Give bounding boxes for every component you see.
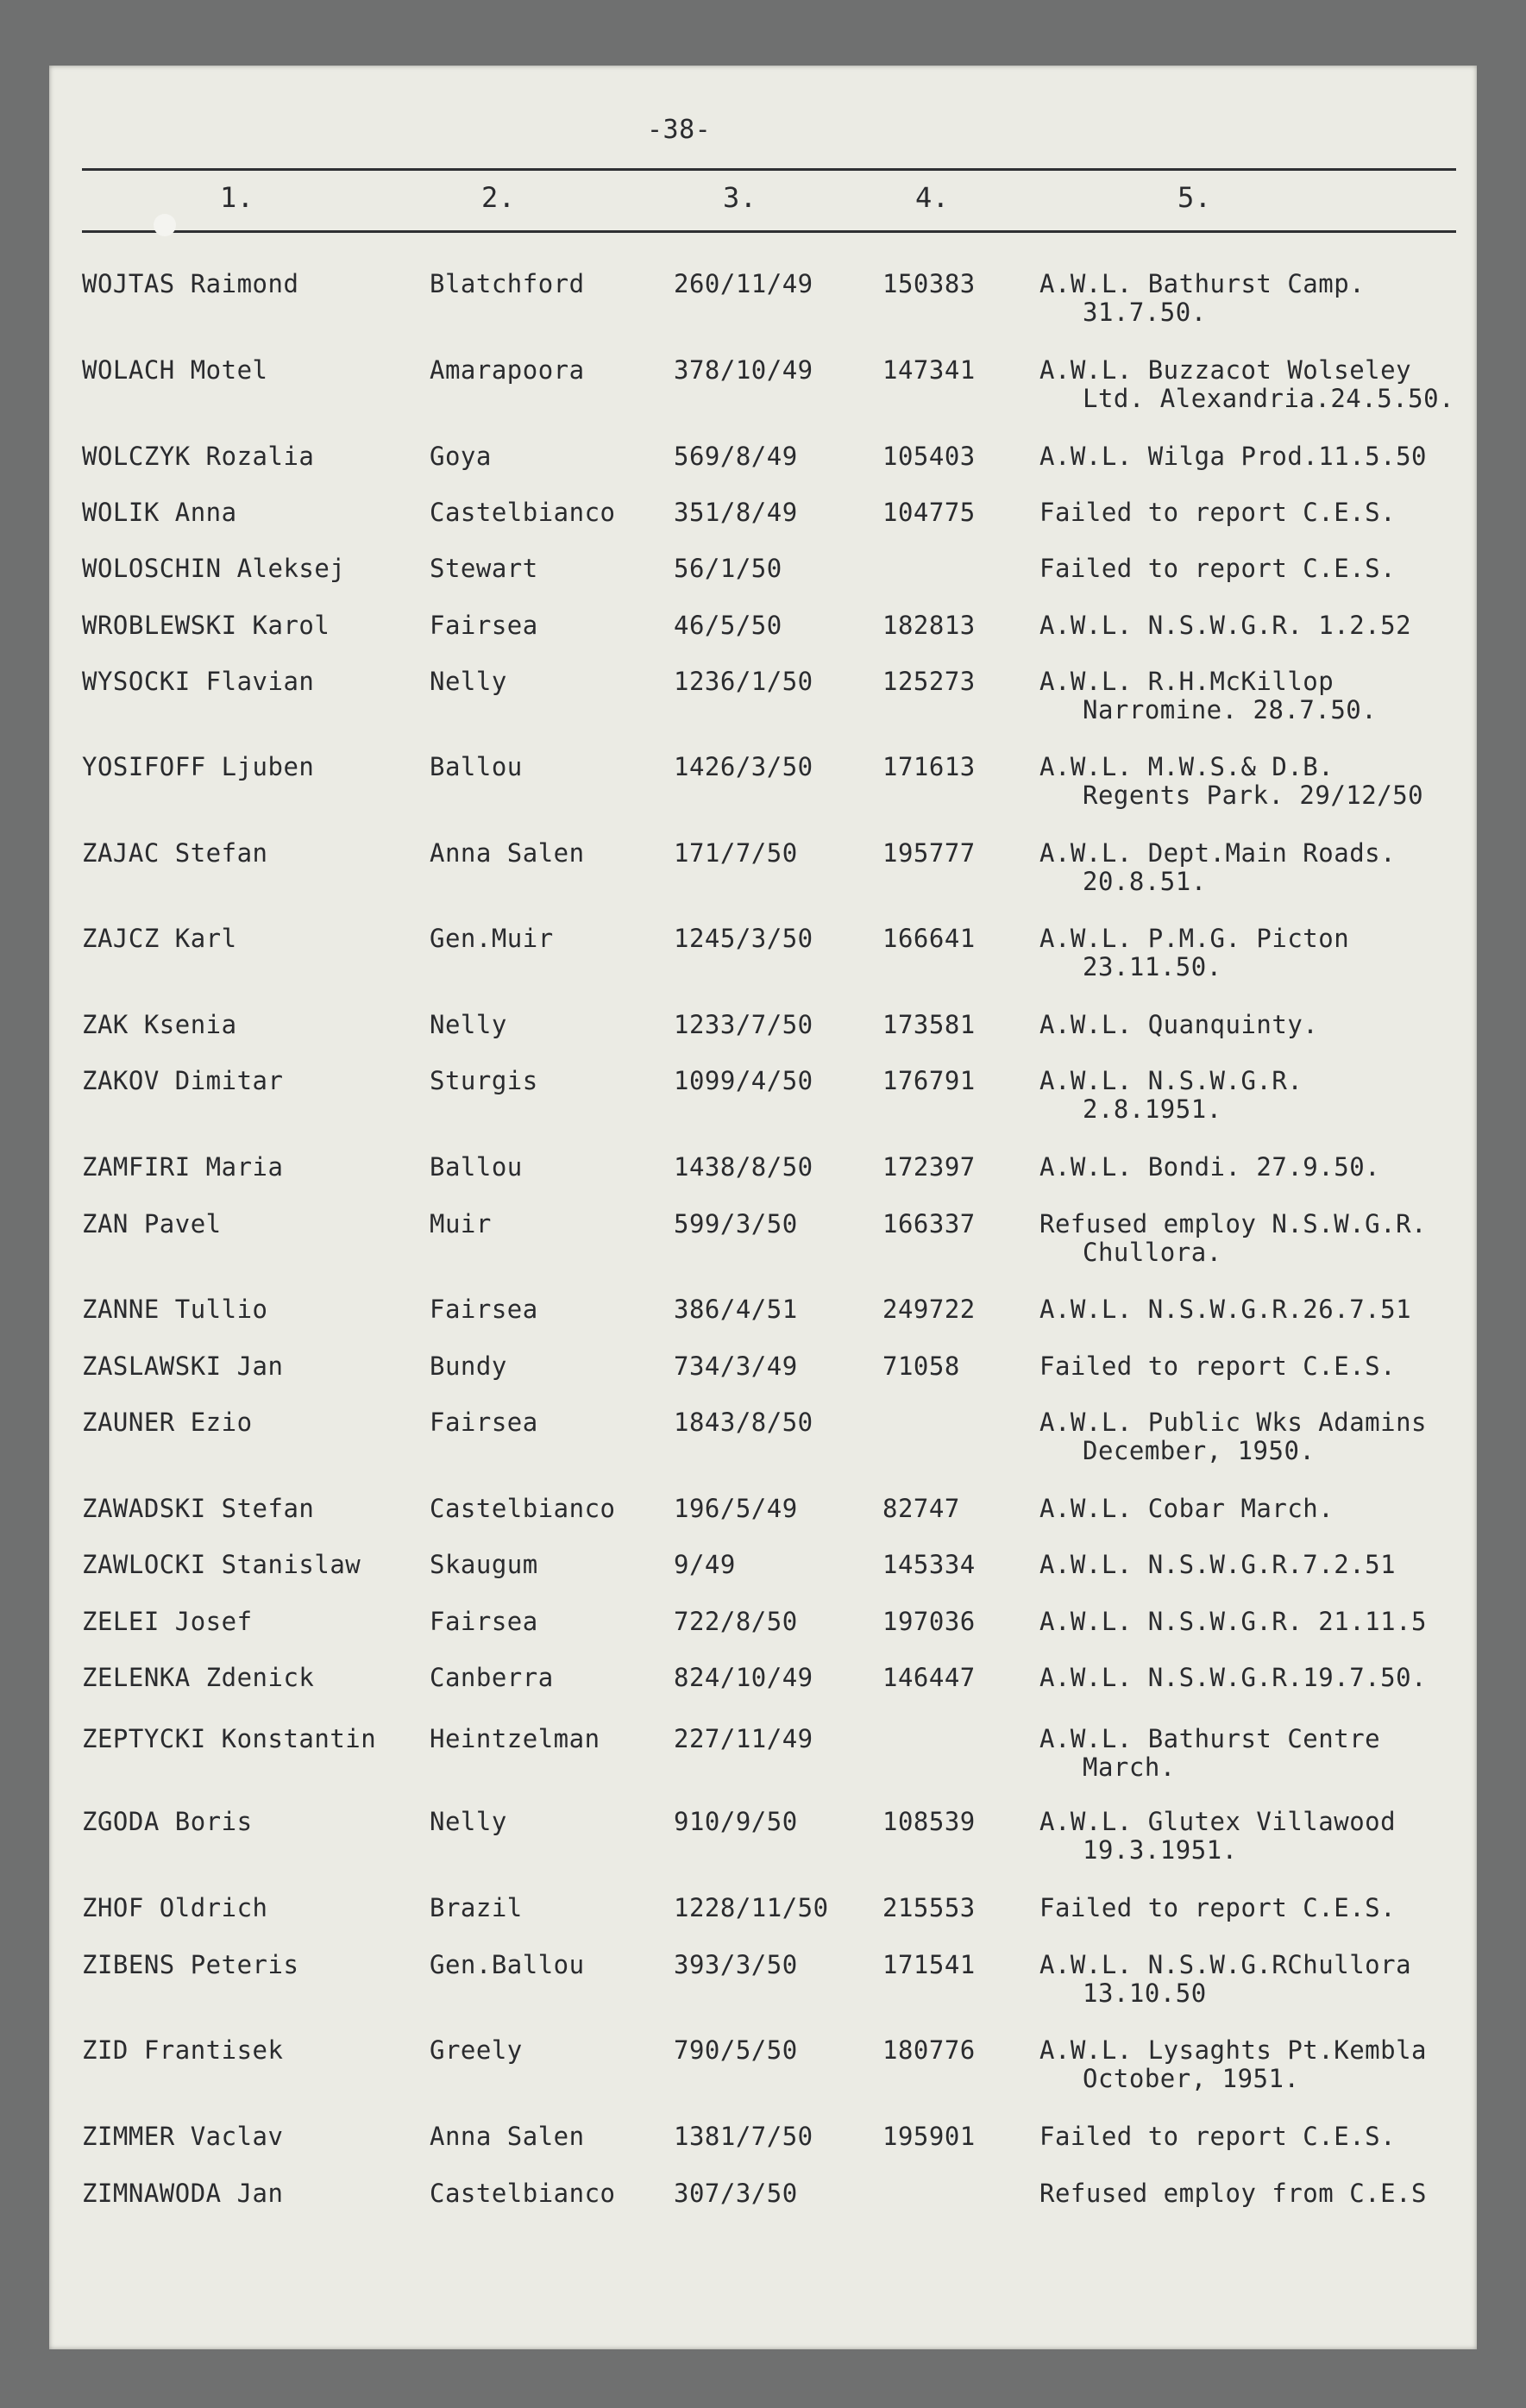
table-row bbox=[0, 356, 1526, 442]
person-name: ZELEI Josef bbox=[82, 1607, 253, 1636]
column-header-5: 5. bbox=[1177, 181, 1212, 214]
reference-number: 824/10/49 bbox=[674, 1663, 813, 1692]
table-row bbox=[0, 1067, 1526, 1153]
remark-line-1: Failed to report C.E.S. bbox=[1039, 2123, 1397, 2151]
remark-line-2: 13.10.50 bbox=[1083, 1978, 1207, 2008]
person-name: WOJTAS Raimond bbox=[82, 269, 299, 298]
ship-name: Sturgis bbox=[430, 1066, 538, 1095]
remark-line-1: A.W.L. Glutex Villawood bbox=[1039, 1808, 1397, 1836]
header-rule-top bbox=[82, 168, 1456, 171]
reference-number: 734/3/49 bbox=[674, 1351, 798, 1381]
reference-number: 599/3/50 bbox=[674, 1209, 798, 1238]
person-name: ZIMNAWODA Jan bbox=[82, 2179, 284, 2208]
remark-line-1: Failed to report C.E.S. bbox=[1039, 1352, 1397, 1381]
remark-line-2: Ltd. Alexandria.24.5.50. bbox=[1083, 384, 1455, 413]
remark bbox=[1039, 1067, 1471, 1124]
remark-line-1: A.W.L. Public Wks Adamins bbox=[1039, 1408, 1427, 1437]
remark bbox=[1039, 270, 1471, 327]
remark-line-1: A.W.L. N.S.W.G.R.26.7.51 bbox=[1039, 1295, 1412, 1324]
remark bbox=[1039, 1011, 1471, 1039]
person-name: WOLACH Motel bbox=[82, 355, 268, 385]
table-row bbox=[0, 753, 1526, 839]
table-row bbox=[0, 2036, 1526, 2123]
remark bbox=[1039, 753, 1471, 810]
ship-name: Castelbianco bbox=[430, 498, 616, 527]
reference-number: 1843/8/50 bbox=[674, 1408, 813, 1437]
table-row bbox=[0, 1408, 1526, 1495]
remark-line-2: March. bbox=[1083, 1753, 1176, 1782]
person-name: WROBLEWSKI Karol bbox=[82, 611, 330, 640]
remark bbox=[1039, 2123, 1471, 2151]
reference-number: 1233/7/50 bbox=[674, 1010, 813, 1039]
ship-name: Fairsea bbox=[430, 1295, 538, 1324]
person-name: ZASLAWSKI Jan bbox=[82, 1351, 284, 1381]
remark-line-2: 2.8.1951. bbox=[1083, 1094, 1222, 1124]
reference-number: 196/5/49 bbox=[674, 1494, 798, 1523]
ship-name: Castelbianco bbox=[430, 1494, 616, 1523]
person-name: WOLCZYK Rozalia bbox=[82, 442, 315, 471]
remark bbox=[1039, 1408, 1471, 1465]
reference-number: 56/1/50 bbox=[674, 554, 782, 583]
remark-line-1: Refused employ N.S.W.G.R. bbox=[1039, 1210, 1427, 1238]
remark-line-2: 23.11.50. bbox=[1083, 952, 1222, 981]
reference-number: 307/3/50 bbox=[674, 2179, 798, 2208]
ship-name: Gen.Muir bbox=[430, 924, 554, 953]
remark-line-1: A.W.L. Bathurst Centre bbox=[1039, 1725, 1381, 1753]
ship-name: Fairsea bbox=[430, 1607, 538, 1636]
remark bbox=[1039, 1551, 1471, 1579]
remark-line-1: A.W.L. N.S.W.G.R. 21.11.5 bbox=[1039, 1608, 1427, 1636]
ship-name: Blatchford bbox=[430, 269, 585, 298]
reference-number: 790/5/50 bbox=[674, 2035, 798, 2065]
remark bbox=[1039, 442, 1471, 471]
registration-id: 173581 bbox=[882, 1010, 976, 1039]
registration-id: 195777 bbox=[882, 838, 976, 868]
reference-number: 227/11/49 bbox=[674, 1724, 813, 1753]
reference-number: 351/8/49 bbox=[674, 498, 798, 527]
table-row bbox=[0, 2179, 1526, 2266]
registration-id: 145334 bbox=[882, 1550, 976, 1579]
reference-number: 1099/4/50 bbox=[674, 1066, 813, 1095]
registration-id: 146447 bbox=[882, 1663, 976, 1692]
person-name: ZAWADSKI Stefan bbox=[82, 1494, 315, 1523]
person-name: ZAWLOCKI Stanislaw bbox=[82, 1550, 361, 1579]
remark bbox=[1039, 1210, 1471, 1267]
table-row bbox=[0, 1210, 1526, 1296]
reference-number: 1245/3/50 bbox=[674, 924, 813, 953]
person-name: WOLOSCHIN Aleksej bbox=[82, 554, 346, 583]
remark bbox=[1039, 1295, 1471, 1324]
remark bbox=[1039, 668, 1471, 724]
person-name: ZANNE Tullio bbox=[82, 1295, 268, 1324]
remark bbox=[1039, 1608, 1471, 1636]
remark bbox=[1039, 1352, 1471, 1381]
remark-line-2: Narromine. 28.7.50. bbox=[1083, 695, 1378, 724]
ship-name: Muir bbox=[430, 1209, 492, 1238]
remark-line-1: A.W.L. N.S.W.G.R.19.7.50. bbox=[1039, 1664, 1427, 1692]
person-name: WYSOCKI Flavian bbox=[82, 667, 315, 696]
table-row bbox=[0, 1725, 1526, 1811]
registration-id: 176791 bbox=[882, 1066, 976, 1095]
ship-name: Skaugum bbox=[430, 1550, 538, 1579]
remark bbox=[1039, 1664, 1471, 1692]
remark-line-1: A.W.L. N.S.W.G.R. bbox=[1039, 1067, 1303, 1095]
remark-line-1: A.W.L. Dept.Main Roads. bbox=[1039, 839, 1397, 868]
person-name: ZAKOV Dimitar bbox=[82, 1066, 284, 1095]
person-name: ZAJCZ Karl bbox=[82, 924, 237, 953]
ship-name: Goya bbox=[430, 442, 492, 471]
remark-line-2: 19.3.1951. bbox=[1083, 1835, 1238, 1865]
reference-number: 1426/3/50 bbox=[674, 752, 813, 781]
ship-name: Heintzelman bbox=[430, 1724, 600, 1753]
registration-id: 166641 bbox=[882, 924, 976, 953]
reference-number: 393/3/50 bbox=[674, 1950, 798, 1979]
ship-name: Fairsea bbox=[430, 611, 538, 640]
remark-line-1: A.W.L. Bondi. 27.9.50. bbox=[1039, 1153, 1381, 1182]
remark-line-1: A.W.L. R.H.McKillop bbox=[1039, 668, 1334, 696]
registration-id: 197036 bbox=[882, 1607, 976, 1636]
remark-line-1: A.W.L. Buzzacot Wolseley bbox=[1039, 356, 1412, 385]
remark bbox=[1039, 499, 1471, 527]
registration-id: 249722 bbox=[882, 1295, 976, 1324]
reference-number: 378/10/49 bbox=[674, 355, 813, 385]
registration-id: 180776 bbox=[882, 2035, 976, 2065]
header-rule-bottom bbox=[82, 230, 1456, 233]
remark bbox=[1039, 1951, 1471, 2008]
ship-name: Anna Salen bbox=[430, 838, 585, 868]
remark bbox=[1039, 925, 1471, 981]
table-row bbox=[0, 1951, 1526, 2037]
reference-number: 260/11/49 bbox=[674, 269, 813, 298]
registration-id: 172397 bbox=[882, 1152, 976, 1182]
reference-number: 171/7/50 bbox=[674, 838, 798, 868]
registration-id: 195901 bbox=[882, 2122, 976, 2151]
remark bbox=[1039, 1725, 1471, 1782]
registration-id: 147341 bbox=[882, 355, 976, 385]
person-name: YOSIFOFF Ljuben bbox=[82, 752, 315, 781]
ship-name: Nelly bbox=[430, 1010, 507, 1039]
column-header-4: 4. bbox=[915, 181, 950, 214]
reference-number: 46/5/50 bbox=[674, 611, 782, 640]
person-name: ZIBENS Peteris bbox=[82, 1950, 299, 1979]
remark-line-1: A.W.L. M.W.S.& D.B. bbox=[1039, 753, 1334, 781]
remark bbox=[1039, 611, 1471, 640]
registration-id: 71058 bbox=[882, 1351, 960, 1381]
reference-number: 386/4/51 bbox=[674, 1295, 798, 1324]
remark bbox=[1039, 356, 1471, 413]
remark bbox=[1039, 1495, 1471, 1523]
reference-number: 1228/11/50 bbox=[674, 1893, 829, 1922]
registration-id: 215553 bbox=[882, 1893, 976, 1922]
reference-number: 722/8/50 bbox=[674, 1607, 798, 1636]
table-row bbox=[0, 270, 1526, 356]
reference-number: 1438/8/50 bbox=[674, 1152, 813, 1182]
ship-name: Gen.Ballou bbox=[430, 1950, 585, 1979]
remark-line-1: Failed to report C.E.S. bbox=[1039, 499, 1397, 527]
remark bbox=[1039, 1153, 1471, 1182]
remark-line-1: A.W.L. N.S.W.G.RChullora bbox=[1039, 1951, 1412, 1979]
reference-number: 910/9/50 bbox=[674, 1807, 798, 1836]
ship-name: Castelbianco bbox=[430, 2179, 616, 2208]
remark-line-1: A.W.L. N.S.W.G.R. 1.2.52 bbox=[1039, 611, 1412, 640]
person-name: ZAUNER Ezio bbox=[82, 1408, 253, 1437]
registration-id: 182813 bbox=[882, 611, 976, 640]
reference-number: 9/49 bbox=[674, 1550, 736, 1579]
remark bbox=[1039, 1894, 1471, 1922]
person-name: ZIMMER Vaclav bbox=[82, 2122, 284, 2151]
person-name: ZAK Ksenia bbox=[82, 1010, 237, 1039]
remark-line-1: Refused employ from C.E.S bbox=[1039, 2179, 1427, 2208]
column-header-2: 2. bbox=[481, 181, 516, 214]
person-name: ZAMFIRI Maria bbox=[82, 1152, 284, 1182]
remark-line-1: A.W.L. P.M.G. Picton bbox=[1039, 925, 1350, 953]
remark bbox=[1039, 555, 1471, 583]
ship-name: Bundy bbox=[430, 1351, 507, 1381]
remark-line-1: A.W.L. Cobar March. bbox=[1039, 1495, 1334, 1523]
table-row bbox=[0, 668, 1526, 754]
ship-name: Stewart bbox=[430, 554, 538, 583]
ship-name: Anna Salen bbox=[430, 2122, 585, 2151]
registration-id: 150383 bbox=[882, 269, 976, 298]
ship-name: Fairsea bbox=[430, 1408, 538, 1437]
person-name: ZAJAC Stefan bbox=[82, 838, 268, 868]
remark-line-1: Failed to report C.E.S. bbox=[1039, 555, 1397, 583]
person-name: ZGODA Boris bbox=[82, 1807, 253, 1836]
remark-line-1: A.W.L. N.S.W.G.R.7.2.51 bbox=[1039, 1551, 1397, 1579]
reference-number: 1236/1/50 bbox=[674, 667, 813, 696]
remark bbox=[1039, 839, 1471, 896]
person-name: ZAN Pavel bbox=[82, 1209, 222, 1238]
remark-line-1: Failed to report C.E.S. bbox=[1039, 1894, 1397, 1922]
ship-name: Nelly bbox=[430, 1807, 507, 1836]
remark-line-2: 20.8.51. bbox=[1083, 867, 1207, 896]
ship-name: Ballou bbox=[430, 752, 523, 781]
table-row bbox=[0, 925, 1526, 1011]
person-name: ZELENKA Zdenick bbox=[82, 1663, 315, 1692]
ship-name: Amarapoora bbox=[430, 355, 585, 385]
remark-line-1: A.W.L. Bathurst Camp. bbox=[1039, 270, 1366, 298]
registration-id: 108539 bbox=[882, 1807, 976, 1836]
table-row bbox=[0, 1808, 1526, 1894]
page-number: -38- bbox=[647, 115, 712, 145]
registration-id: 166337 bbox=[882, 1209, 976, 1238]
column-header-3: 3. bbox=[723, 181, 757, 214]
ship-name: Brazil bbox=[430, 1893, 523, 1922]
punch-hole bbox=[154, 214, 176, 236]
remark-line-2: 31.7.50. bbox=[1083, 298, 1207, 327]
reference-number: 569/8/49 bbox=[674, 442, 798, 471]
ship-name: Nelly bbox=[430, 667, 507, 696]
remark-line-1: A.W.L. Wilga Prod.11.5.50 bbox=[1039, 442, 1427, 471]
registration-id: 171541 bbox=[882, 1950, 976, 1979]
remark-line-2: Regents Park. 29/12/50 bbox=[1083, 781, 1424, 810]
person-name: WOLIK Anna bbox=[82, 498, 237, 527]
registration-id: 82747 bbox=[882, 1494, 960, 1523]
remark-line-2: October, 1951. bbox=[1083, 2064, 1300, 2093]
table-row bbox=[0, 839, 1526, 925]
person-name: ZEPTYCKI Konstantin bbox=[82, 1724, 377, 1753]
remark-line-2: Chullora. bbox=[1083, 1238, 1222, 1267]
person-name: ZID Frantisek bbox=[82, 2035, 284, 2065]
ship-name: Canberra bbox=[430, 1663, 554, 1692]
person-name: ZHOF Oldrich bbox=[82, 1893, 268, 1922]
registration-id: 125273 bbox=[882, 667, 976, 696]
registration-id: 171613 bbox=[882, 752, 976, 781]
remark bbox=[1039, 1808, 1471, 1865]
registration-id: 105403 bbox=[882, 442, 976, 471]
remark bbox=[1039, 2179, 1471, 2208]
remark-line-2: December, 1950. bbox=[1083, 1436, 1316, 1465]
registration-id: 104775 bbox=[882, 498, 976, 527]
remark-line-1: A.W.L. Lysaghts Pt.Kembla bbox=[1039, 2036, 1427, 2065]
reference-number: 1381/7/50 bbox=[674, 2122, 813, 2151]
ship-name: Ballou bbox=[430, 1152, 523, 1182]
remark bbox=[1039, 2036, 1471, 2093]
column-header-1: 1. bbox=[220, 181, 254, 214]
remark-line-1: A.W.L. Quanquinty. bbox=[1039, 1011, 1319, 1039]
ship-name: Greely bbox=[430, 2035, 523, 2065]
